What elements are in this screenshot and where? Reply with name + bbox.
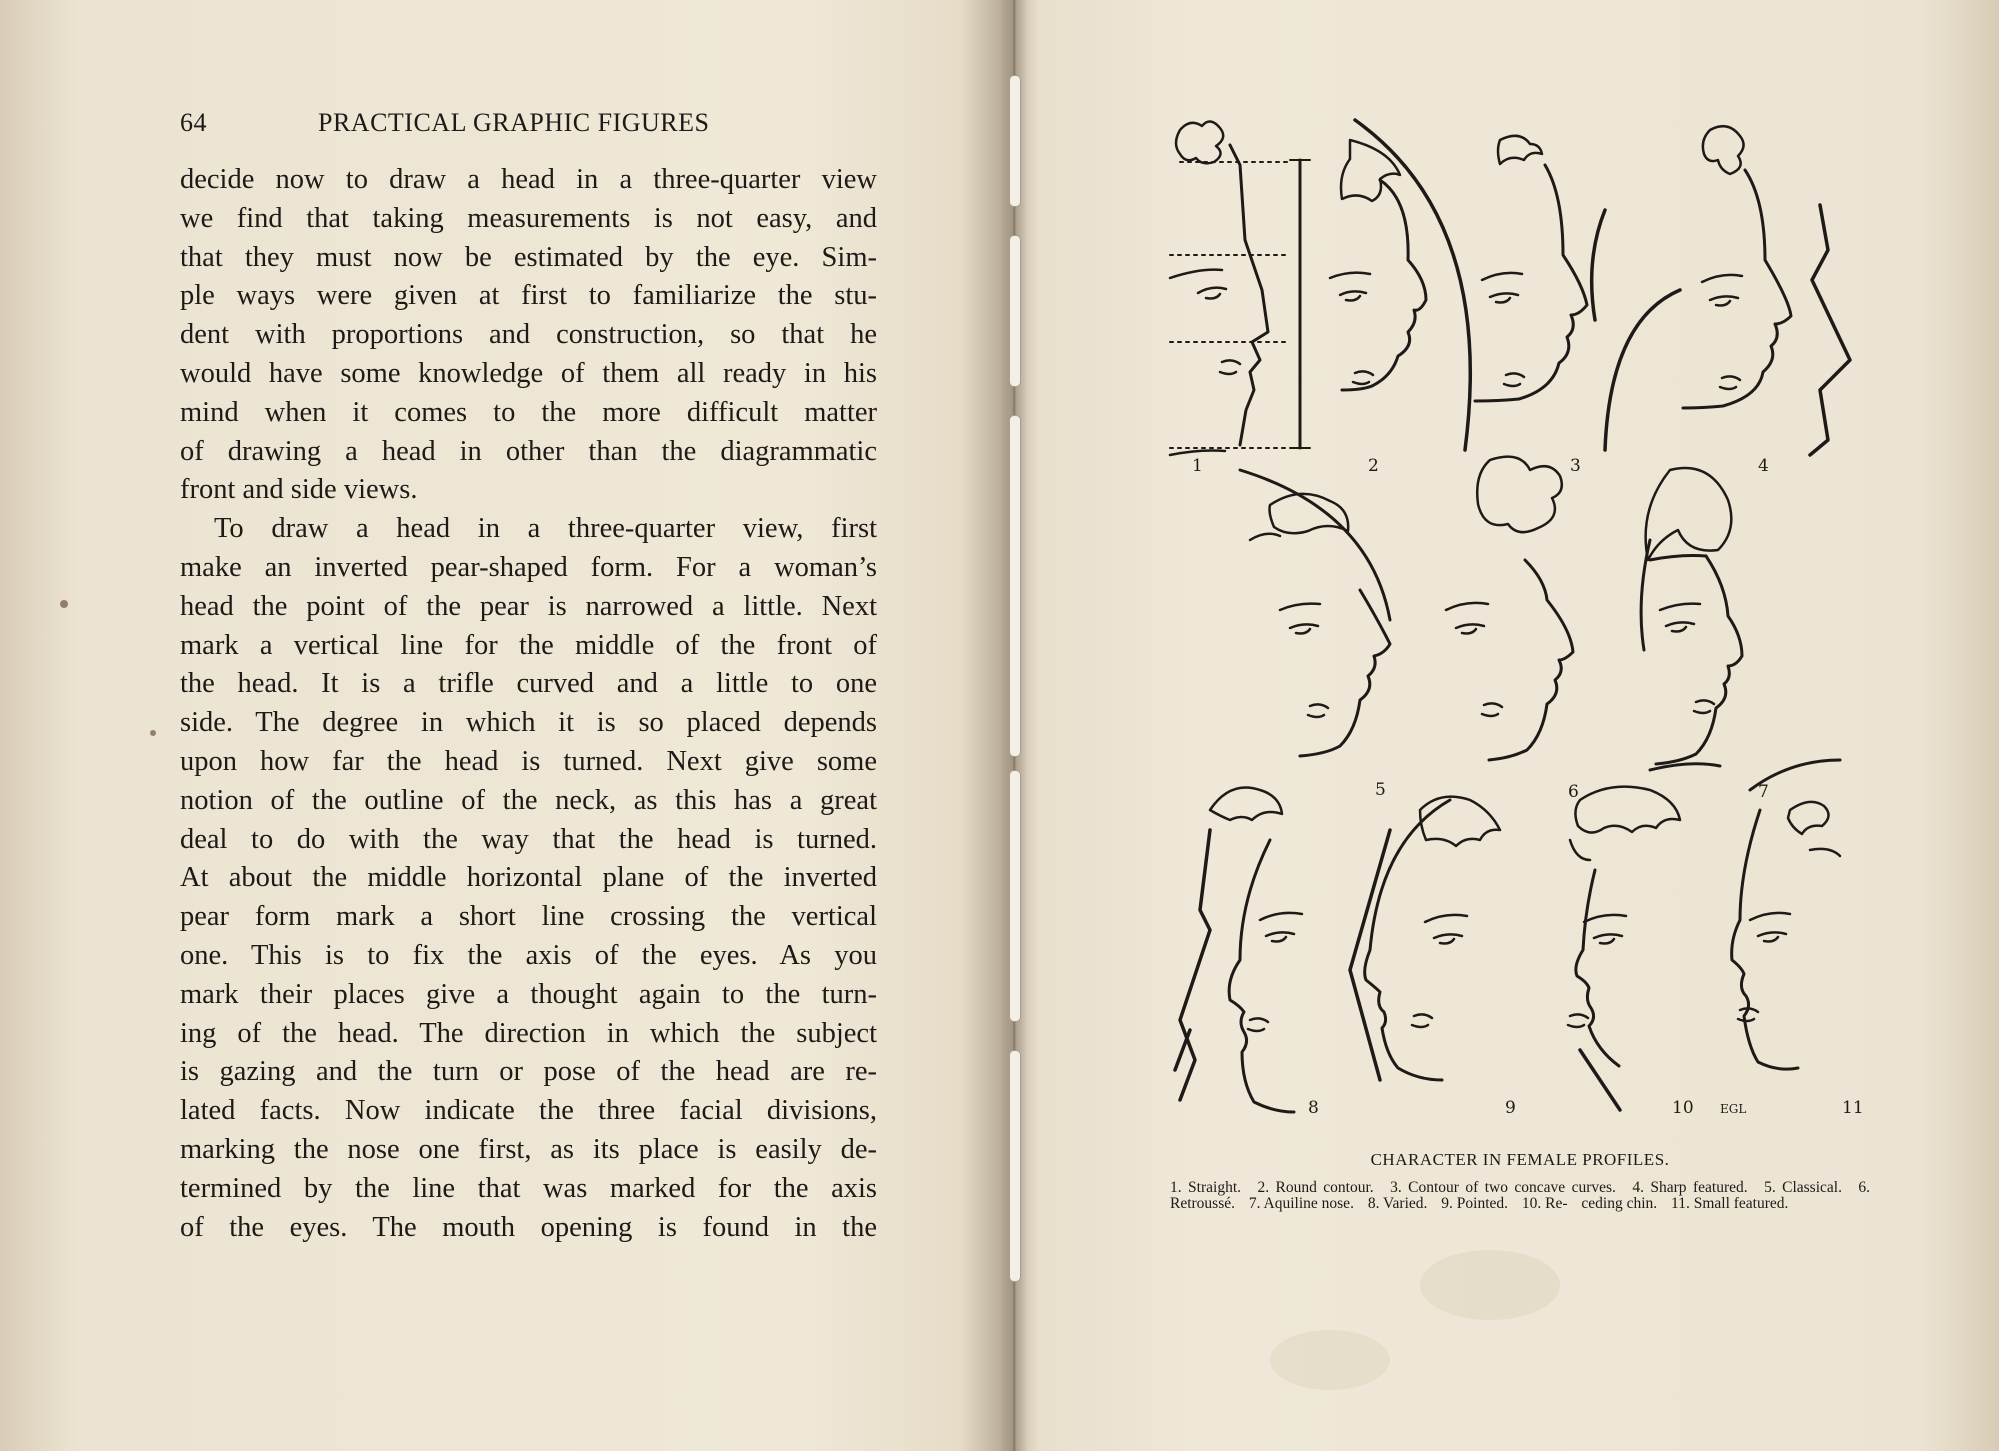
binding-stitch [1009,1050,1021,1282]
profile-receding-chin [1568,764,1720,1110]
page-header [180,108,880,142]
binding-stitch [1009,770,1021,1022]
caption-item: 8. Varied. [1367,1195,1428,1212]
artist-signature: EGL [1720,1102,1747,1116]
caption-item: ceding chin. [1581,1195,1658,1212]
text-line: dent with proportions and construction, so that he [180,319,877,351]
figure-number: 3 [1570,456,1581,476]
figure-number: 6 [1568,782,1579,802]
text-line: the head. It is a trifle curved and a little to one [180,668,877,700]
binding-stitch [1009,415,1021,757]
text-line: pear form mark a short line crossing the vertical [180,901,877,933]
profile-straight [1170,121,1310,455]
profile-retrousse [1446,457,1573,760]
profile-small-featured [1732,760,1840,1069]
text-line: front and side views. [180,474,418,506]
text-line: mark a vertical line for the middle of the front of [180,629,877,661]
body-text [180,161,877,1247]
caption-item: 3. Contour of two concave curves. [1390,1179,1616,1196]
text-line: marking the nose one first, as its place is easily de- [180,1133,877,1165]
figure-number: 5 [1375,780,1386,800]
text-line: decide now to draw a head in a three-quarter view [180,164,877,195]
profile-round-contour [1330,120,1470,450]
text-line: At about the middle horizontal plane of the inverted [180,862,877,894]
text-line: mind when it comes to the more difficult matter [180,396,877,428]
caption-item: 4. Sharp featured. [1632,1179,1748,1196]
profile-drawings [1150,110,1870,1130]
caption-item: 10. Re- [1521,1195,1568,1212]
figure-number: 2 [1368,456,1379,476]
text-line: termined by the line that was marked for the axis [180,1172,877,1204]
text-line: is gazing and the turn or pose of the head are re- [180,1056,877,1088]
text-line: of the eyes. The mouth opening is found in the [180,1211,877,1243]
caption-item: 1. Straight. [1170,1179,1242,1196]
caption-item: 7. Aquiline nose. [1248,1195,1354,1212]
profile-sharp-featured [1683,126,1850,455]
text-line: one. This is to fix the axis of the eyes. As you [180,939,877,971]
figure-number: 4 [1758,456,1769,476]
caption-item: 2. Round contour. [1257,1179,1374,1196]
figure-number: 11 [1842,1098,1864,1118]
running-head: PRACTICAL GRAPHIC FIGURES [318,108,710,137]
profile-varied [1175,788,1302,1113]
page-number: 64 [180,108,207,137]
paper-stain [1420,1250,1560,1320]
text-line: notion of the outline of the neck, as this has a great [180,784,877,816]
text-line: would have some knowledge of them all ready in his [180,357,877,389]
profile-concave-curves [1475,136,1680,450]
caption-item: 11. Small featured. [1671,1195,1789,1212]
figure-number: 7 [1758,782,1769,802]
figure-number: 9 [1505,1098,1516,1118]
text-line: head the point of the pear is narrowed a little. Next [180,590,877,622]
caption-item: 9. Pointed. [1441,1195,1509,1212]
figure-number: 8 [1308,1098,1319,1118]
text-line: ple ways were given at first to familiarize the stu- [180,280,877,312]
text-line: lated facts. Now indicate the three facial divisions, [180,1095,877,1127]
text-line: of drawing a head in other than the diagrammatic [180,435,877,467]
text-line: ing of the head. The direction in which the subject [180,1017,877,1049]
text-line: we find that taking measurements is not easy, and [180,202,877,234]
caption-item: 5. Classical. [1764,1179,1842,1196]
text-line: deal to do with the way that the head is turned. [180,823,877,855]
text-line: To draw a head in a three-quarter view, first [214,513,877,545]
caption-item: 6. Retroussé. [1170,1179,1871,1212]
profile-classical [1240,470,1390,756]
profile-aquiline [1641,468,1742,764]
female-profiles-illustration [1150,110,1870,1130]
text-line: side. The degree in which it is so placed depends [180,707,877,739]
text-line: make an inverted pear-shaped form. For a woman’s [180,551,877,583]
binding-stitch [1009,75,1021,207]
profile-pointed [1350,797,1500,1080]
figure-number: 1 [1192,456,1203,476]
text-line: upon how far the head is turned. Next give some [180,745,877,777]
text-line: that they must now be estimated by the eye. Sim- [180,241,877,273]
paper-stain [1270,1330,1390,1390]
figure-caption-title: CHARACTER IN FEMALE PROFILES. [1370,1150,1670,1169]
binding-stitch [1009,235,1021,387]
figure-caption-text [1170,1180,1870,1212]
text-line: mark their places give a thought again to the turn- [180,978,877,1010]
figure-number: 10 [1672,1098,1694,1118]
